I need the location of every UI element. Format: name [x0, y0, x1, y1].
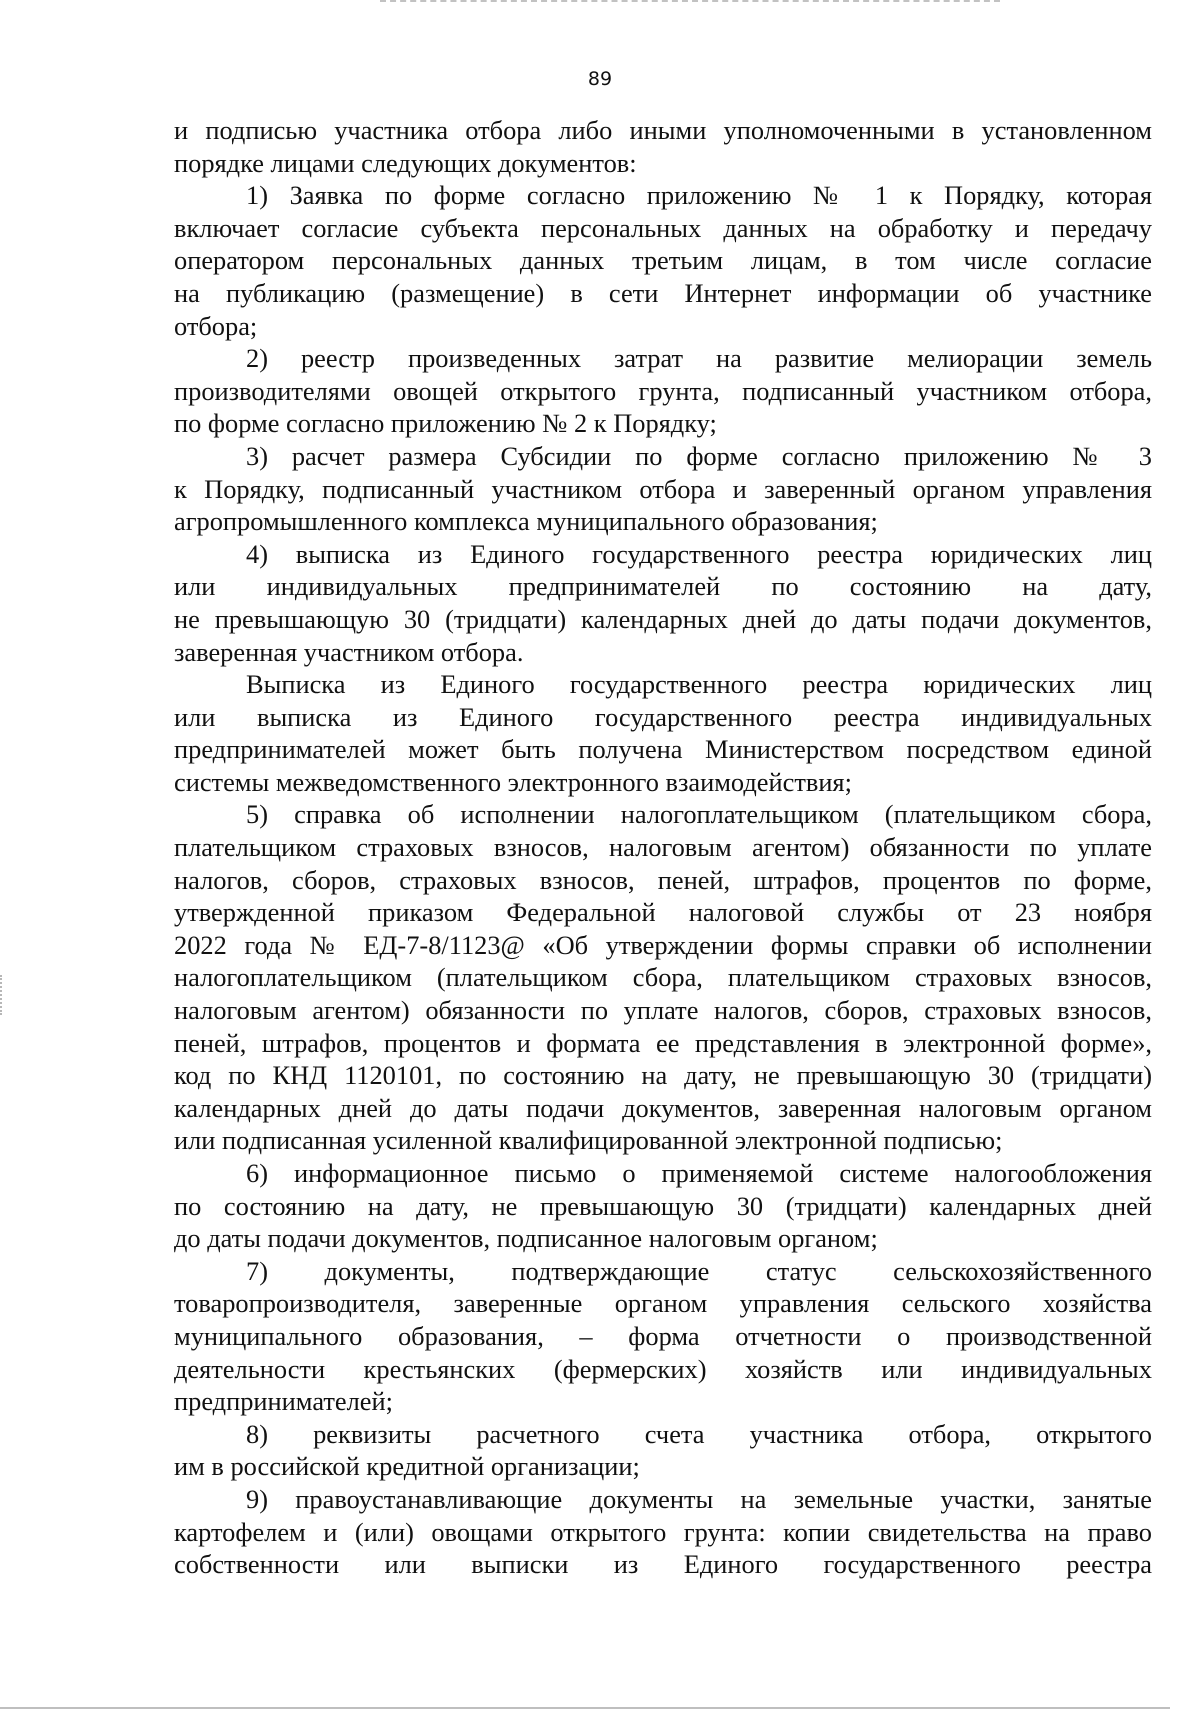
text-line: на публикацию (размещение) в сети Интернет информации об участнике [174, 277, 1152, 308]
scan-mark-left [0, 975, 5, 1015]
document-body [174, 114, 1152, 1581]
text-line: и подписью участника отбора либо иными уполномоченными в установленном [174, 115, 1152, 145]
text-line: включает согласие субъекта персональных данных на обработку и передачу [174, 212, 1152, 243]
text-line: системы межведомственного электронного взаимодействия; [174, 766, 852, 797]
paragraph [174, 1157, 1152, 1255]
text-line: пеней, штрафов, процентов и формата ее представления в электронной форме», [174, 1027, 1152, 1058]
text-line: 4) выписка из Единого государственного реестра юридических лиц [246, 538, 1152, 569]
paragraph [174, 1255, 1152, 1418]
text-line: налоговым агентом) обязанности по уплате налогов, сборов, страховых взносов, [174, 995, 1152, 1026]
scan-edge-top [380, 0, 1000, 4]
paragraph [174, 440, 1152, 538]
text-line: деятельности крестьянских (фермерских) хозяйств или индивидуальных [174, 1353, 1152, 1384]
text-line: им в российской кредитной организации; [174, 1451, 640, 1482]
paragraph [174, 538, 1152, 668]
text-line: или подписанная усиленной квалифицированной электронной подписью; [174, 1125, 1003, 1156]
text-line: порядке лицами следующих документов: [174, 147, 637, 178]
text-line: по состоянию на дату, не превышающую 30 (тридцати) календарных дней [174, 1190, 1152, 1221]
text-line: утвержденной приказом Федеральной налоговой службы от 23 ноября [174, 897, 1152, 928]
text-line: к Порядку, подписанный участником отбора и заверенный органом управления [174, 473, 1152, 504]
text-line: муниципального образования, – форма отчетности о производственной [174, 1320, 1152, 1351]
text-line: оператором персональных данных третьим лицам, в том числе согласие [174, 245, 1152, 276]
text-line: по форме согласно приложению № 2 к Порядку; [174, 408, 717, 439]
text-line: налогоплательщиком (плательщиком сбора, плательщиком страховых взносов, [174, 962, 1152, 993]
paragraph [174, 798, 1152, 1157]
text-line: картофелем и (или) овощами открытого грунта: копии свидетельства на право [174, 1516, 1152, 1547]
text-line: 8) реквизиты расчетного счета участника отбора, открытого [246, 1418, 1152, 1449]
text-line: 5) справка об исполнении налогоплательщиком (плательщиком сбора, [246, 799, 1152, 830]
paragraph [174, 1418, 1152, 1483]
text-line: не превышающую 30 (тридцати) календарных дней до даты подачи документов, [174, 603, 1152, 634]
text-line: до даты подачи документов, подписанное налоговым органом; [174, 1223, 878, 1254]
text-line: 2) реестр произведенных затрат на развитие мелиорации земель [246, 343, 1152, 374]
text-line: налогов, сборов, страховых взносов, пеней, штрафов, процентов по форме, [174, 864, 1152, 895]
scan-edge-bottom [0, 1707, 1170, 1709]
paragraph [174, 342, 1152, 440]
text-line: или индивидуальных предпринимателей по состоянию на дату, [174, 571, 1152, 602]
text-line: 2022 года № ЕД-7-8/1123@ «Об утверждении формы справки об исполнении [174, 929, 1152, 960]
text-line: 3) расчет размера Субсидии по форме согласно приложению № 3 [246, 440, 1152, 471]
text-line: 6) информационное письмо о применяемой системе налогообложения [246, 1158, 1152, 1188]
paragraph [174, 1483, 1152, 1581]
paragraph [174, 179, 1152, 342]
text-line: Выписка из Единого государственного реестра юридических лиц [246, 669, 1152, 700]
text-line: 9) правоустанавливающие документы на земельные участки, занятые [246, 1483, 1152, 1514]
text-line: собственности или выписки из Единого государственного реестра [174, 1549, 1152, 1580]
text-line: предпринимателей может быть получена Министерством посредством единой [174, 734, 1152, 765]
paragraph [174, 668, 1152, 798]
page-number: 89 [587, 68, 613, 90]
text-line: плательщиком страховых взносов, налоговым агентом) обязанности по уплате [174, 832, 1152, 863]
text-line: календарных дней до даты подачи документов, заверенная налоговым органом [174, 1092, 1152, 1123]
text-line: предпринимателей; [174, 1386, 393, 1417]
text-line: код по КНД 1120101, по состоянию на дату, не превышающую 30 (тридцати) [174, 1060, 1152, 1091]
text-line: 1) Заявка по форме согласно приложению № 1 к Порядку, которая [246, 180, 1152, 211]
text-line: или выписка из Единого государственного реестра индивидуальных [174, 701, 1152, 732]
text-line: агропромышленного комплекса муниципального образования; [174, 506, 878, 537]
text-line: производителями овощей открытого грунта, подписанный участником отбора, [174, 375, 1152, 406]
text-line: 7) документы, подтверждающие статус сельскохозяйственного [246, 1255, 1152, 1286]
text-line: заверенная участником отбора. [174, 636, 524, 667]
paragraph [174, 114, 1152, 179]
text-line: отбора; [174, 310, 258, 341]
text-line: товаропроизводителя, заверенные органом управления сельского хозяйства [174, 1288, 1152, 1319]
